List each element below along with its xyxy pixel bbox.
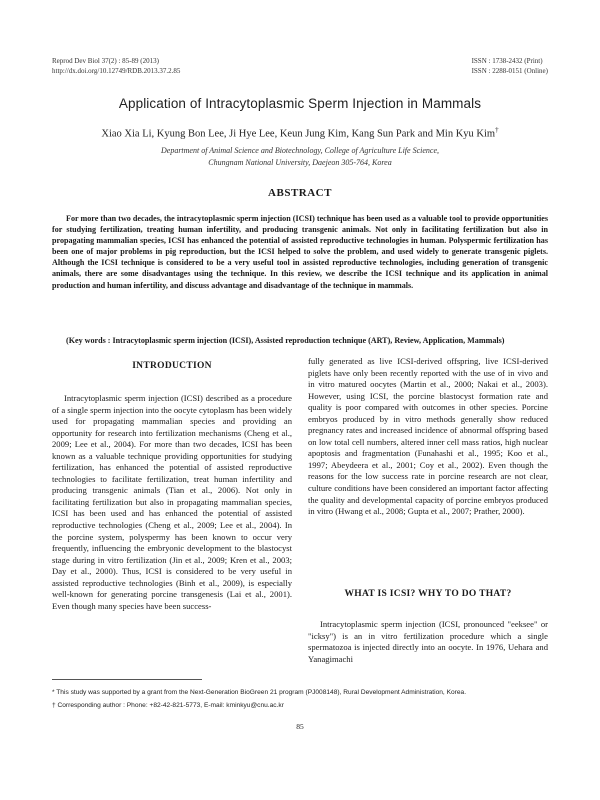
issn-print: ISSN : 1738-2432 (Print)	[471, 57, 543, 65]
doi-link[interactable]: http://dx.doi.org/10.12749/RDB.2013.37.2.85	[52, 67, 181, 75]
footnote-corresponding: † Corresponding author : Phone: +82-42-821-5773, E-mail: kminkyu@cnu.ac.kr	[52, 702, 284, 709]
keywords-text: (Key words : Intracytoplasmic sperm injection (ICSI), Assisted reproduction technique (ART), Review, Application, Mammals)	[66, 336, 505, 345]
authors-text: Xiao Xia Li, Kyung Bon Lee, Ji Hye Lee, Keun Jung Kim, Kang Sun Park and Min Kyu Kim	[101, 128, 496, 140]
author-list	[0, 126, 600, 140]
what-is-icsi-column	[308, 619, 548, 665]
journal-header-left	[52, 56, 180, 76]
section-heading-what-is-icsi: WHAT IS ICSI? WHY TO DO THAT?	[344, 589, 512, 599]
right-column-continued	[308, 356, 548, 518]
introduction-paragraph: Intracytoplasmic sperm injection (ICSI) described as a procedure of a single sperm injection into the oocyte cytoplasm has been widely used for propagating mammalian species and providing an opportunity for research into fertilization mechanisms (Cheng et al., 2009; Lee et al., 2004). For more than two decades, ICSI has been known as a valuable technique providing opportunities for studying fertilization, has enhanced the potential of assisted reproductive technologies to facilitate fertilization, treat human infertility and producing transgenic animals (Tian et al., 2006). Not only in facilitating fertilization but also in propagating mammalian species, ICSI has been used and has enhanced the potential of assisted reproductive technologies (Cheng et al., 2009; Lee et al., 2004). In the porcine system, polyspermy has been known to occur very frequently, influencing the embryonic development to the blastocyst stage during in vitro fertilization (Jin et al., 2009; Kren et al., 2003; Day et al., 2000). Thus, ICSI is considered to be very useful in assisted reproductive technologies (Binh et al., 2009), is especially well-known for generating porcine transgenesis (Lai et al., 2001). Even though many species have been success-	[52, 393, 292, 611]
footnote-funding: * This study was supported by a grant from the Next-Generation BioGreen 21 program (PJ008148), Rural Development Administration, Korea.	[52, 689, 467, 696]
footnote-divider	[52, 679, 202, 680]
paper-title: Application of Intracytoplasmic Sperm Injection in Mammals	[118, 96, 482, 111]
what-is-icsi-paragraph: Intracytoplasmic sperm injection (ICSI, pronounced "eeksee" or "icksy") is an in vitro fertilization procedure which a single spermatozoa is injected directly into an oocyte. In 1976, Uehara and Yanagimachi	[308, 619, 548, 664]
journal-citation: Reprod Dev Biol 37(2) : 85-89 (2013)	[52, 57, 159, 65]
keywords	[52, 335, 548, 346]
journal-header-right	[472, 56, 548, 76]
abstract-heading: ABSTRACT	[268, 187, 332, 199]
corresponding-mark: †	[495, 126, 499, 134]
page-number: 85	[296, 722, 304, 731]
abstract-body: For more than two decades, the intracytoplasmic sperm injection (ICSI) technique has been used as a valuable tool to provide opportunities for studying fertilization, treating human infertility, and producing transgenic animals. Not only in facilitating fertilization but also in propagating mammalian species, ICSI has enhanced the potential of assisted reproductive technologies in human. Polyspermic fertilization has been one of major problems in pig reproduction, but the ICSI helped to solve the problem, and used widely to generate transgenic piglets. Although the ICSI technique is considered to be a very useful tool in assisted reproductive technologies, including generation of transgenic animals, there are some disadvantages using the technique. In this review, we describe the ICSI technique and its application in animal production and human infertility, and discuss advantage and disadvantage of the technique in mammals.	[52, 214, 548, 290]
affiliation-line-1: Department of Animal Science and Biotechnology, College of Agriculture Life Science,	[160, 146, 439, 155]
issn-online: ISSN : 2288-0151 (Online)	[471, 67, 548, 75]
continued-paragraph: fully generated as live ICSI-derived offspring, live ICSI-derived piglets have only been recently reported with the use of in vivo and in vitro matured oocytes (Martin et al., 2000; Nakai et al., 2003). However, using ICSI, the porcine blastocyst formation rate and quality is poor compared with outcomes in other species. Porcine embryos produced by in vitro methods generally show reduced pregnancy rates and increased incidence of abnormal offspring based on low total cell numbers, altered inner cell mass ratios, high nuclear apoptosis and fragmentation (Funahashi et al., 1995; Koo et al., 1997; Abeydeera et al., 2001; Coy et al., 2002). Even though the reasons for the low success rate in porcine research are not clear, culture conditions have been considered an important factor affecting the quality and developmental capacity of porcine embryos produced in vitro (Hwang et al., 2008; Gupta et al., 2007; Prather, 2000).	[308, 356, 548, 517]
introduction-heading: INTRODUCTION	[132, 361, 212, 371]
affiliation-line-2: Chungnam National University, Daejeon 305-764, Korea	[208, 158, 392, 167]
introduction-column	[52, 393, 292, 612]
